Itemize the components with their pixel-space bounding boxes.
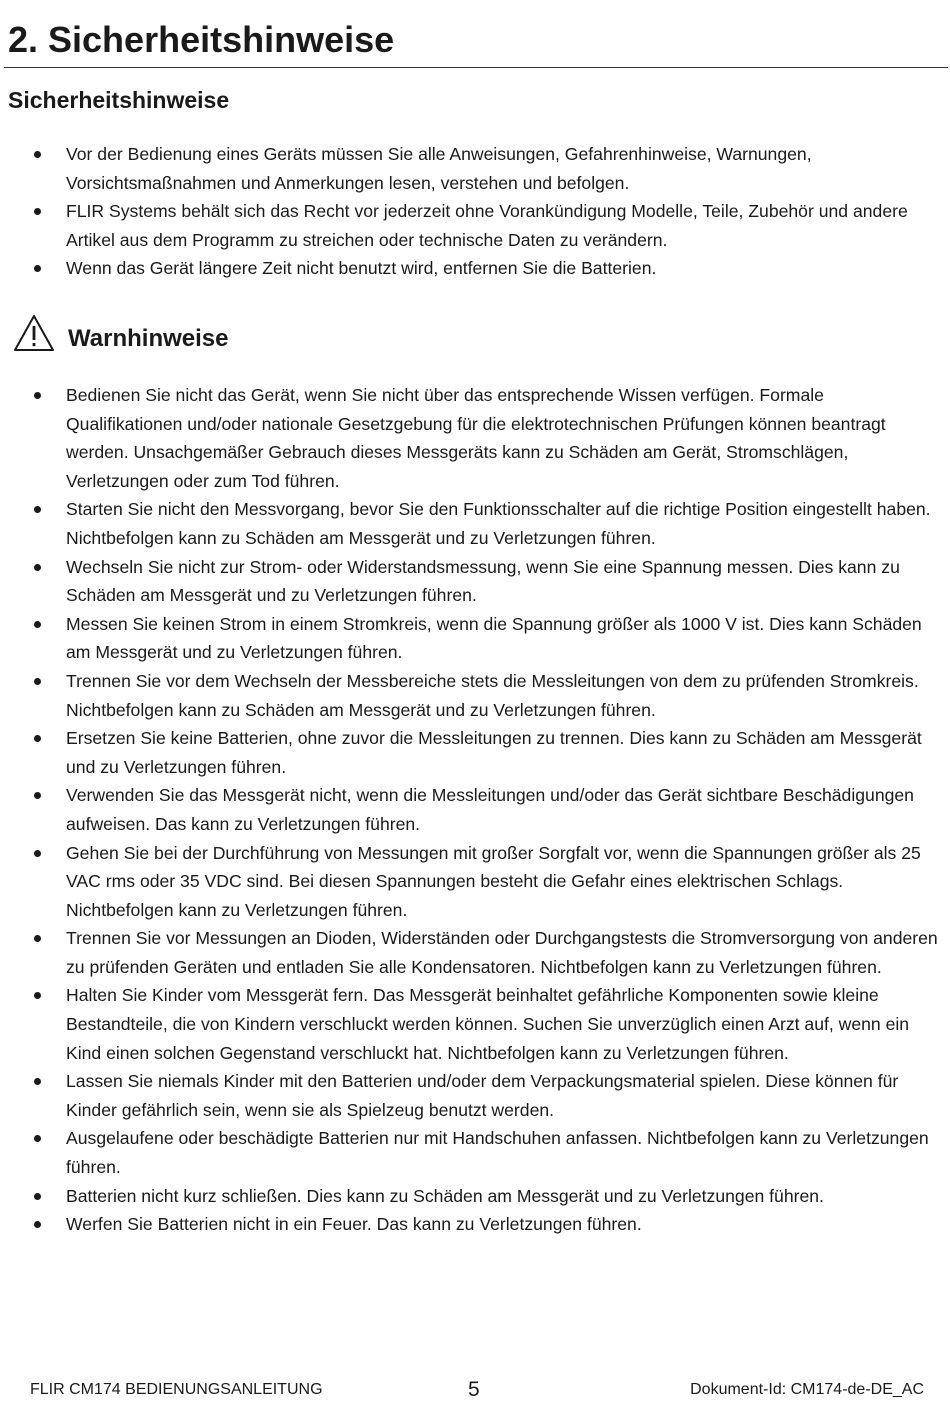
chapter-divider [4,67,948,68]
footer-page-number: 5 [468,1378,480,1401]
bullet-icon [34,935,41,942]
bullet-icon [34,1078,41,1085]
list-item-text: Verwenden Sie das Messgerät nicht, wenn die Messleitungen und/oder das Gerät sichtbare Beschädigungen aufweisen. Das kann zu Verletzungen führen. [66,785,914,834]
list-item-text: Starten Sie nicht den Messvorgang, bevor Sie den Funktionsschalter auf die richtige Position eingestellt haben. Nichtbefolgen kann zu Schäden am Messgerät und zu Verletzungen führen. [66,499,931,548]
bullet-icon [34,792,41,799]
list-item [0,140,940,197]
safety-list [0,140,940,283]
list-item-text: Gehen Sie bei der Durchführung von Messungen mit großer Sorgfalt vor, wenn die Spannungen größer als 25 VAC rms oder 35 VDC sind. Bei diesen Spannungen besteht die Gefahr eines elektrischen Schlags. Nichtbefolgen kann zu Verletzungen führen. [66,842,921,920]
list-item [0,1067,942,1124]
list-item [0,981,942,1067]
list-item-text: Wechseln Sie nicht zur Strom- oder Widerstandsmessung, wenn Sie eine Spannung messen. Dies kann zu Schäden am Messgerät und zu Verletzungen führen. [66,556,900,606]
list-item [0,724,942,781]
bullet-icon [34,392,41,399]
safety-heading: Sicherheitshinweise [8,87,230,113]
list-item [0,254,940,283]
list-item-text: FLIR Systems behält sich das Recht vor jederzeit ohne Vorankündigung Modelle, Teile, Zubehör und andere Artikel aus dem Programm zu streichen oder technische Daten zu verändern. [66,201,908,250]
bullet-icon [34,564,41,571]
list-item [0,553,942,610]
list-item-text: Werfen Sie Batterien nicht in ein Feuer. Das kann zu Verletzungen führen. [66,1214,642,1235]
warning-triangle-icon [12,313,56,353]
chapter-title: 2. Sicherheitshinweise [8,19,395,60]
list-item-text: Ersetzen Sie keine Batterien, ohne zuvor die Messleitungen zu trennen. Dies kann zu Schäden am Messgerät und zu Verletzungen führen. [66,728,922,777]
footer-manual-title: FLIR CM174 BEDIENUNGSANLEITUNG [30,1381,323,1398]
list-item-text: Messen Sie keinen Strom in einem Stromkreis, wenn die Spannung größer als 1000 V ist. Dies kann Schäden am Messgerät und zu Verletzungen führen. [66,613,922,663]
warnings-heading: Warnhinweise [68,325,229,352]
bullet-icon [34,208,41,215]
bullet-icon [34,1221,41,1228]
list-item [0,924,942,981]
bullet-icon [34,678,41,685]
list-item-text: Wenn das Gerät längere Zeit nicht benutzt wird, entfernen Sie die Batterien. [66,258,657,279]
bullet-icon [34,1135,41,1142]
list-item [0,1210,942,1239]
list-item-text: Halten Sie Kinder vom Messgerät fern. Das Messgerät beinhaltet gefährliche Komponenten sowie kleine Bestandteile, die von Kindern verschluckt werden können. Suchen Sie unverzüglich einen Arzt auf, wenn ein Kind einen solchen Gegenstand verschluckt hat. Nichtbefolgen kann zu Verletzungen führen. [66,985,910,1063]
list-item-text: Lassen Sie niemals Kinder mit den Batterien und/oder dem Verpackungsmaterial spielen. Diese können für Kinder gefährlich sein, wenn sie als Spielzeug benutzt werden. [66,1071,899,1120]
list-item-text: Vor der Bedienung eines Geräts müssen Sie alle Anweisungen, Gefahrenhinweise, Warnungen, Vorsichtsmaßnahmen und Anmerkungen lesen, verstehen und befolgen. [66,144,812,193]
bullet-icon [34,1193,41,1200]
warnings-list [0,381,942,1239]
list-item-text: Ausgelaufene oder beschädigte Batterien nur mit Handschuhen anfassen. Nichtbefolgen kann zu Verletzungen führen. [66,1128,929,1178]
bullet-icon [34,735,41,742]
list-item-text: Batterien nicht kurz schließen. Dies kann zu Schäden am Messgerät und zu Verletzungen führen. [66,1185,824,1206]
list-item [0,197,940,254]
list-item [0,495,942,552]
footer-document-id: Dokument-Id: CM174-de-DE_AC [690,1381,924,1398]
list-item [0,781,942,838]
list-item-text: Trennen Sie vor Messungen an Dioden, Widerständen oder Durchgangstests die Stromversorgung von anderen zu prüfenden Geräten und entladen Sie alle Kondensatoren. Nichtbefolgen kann zu Verletzungen führen. [66,928,938,977]
list-item [0,839,942,925]
list-item [0,667,942,724]
list-item [0,1182,942,1211]
bullet-icon [34,621,41,628]
bullet-icon [34,506,41,513]
bullet-icon [34,265,41,272]
list-item [0,610,942,667]
list-item [0,381,942,495]
bullet-icon [34,850,41,857]
bullet-icon [34,992,41,999]
list-item-text: Bedienen Sie nicht das Gerät, wenn Sie nicht über das entsprechende Wissen verfügen. Formale Qualifikationen und/oder nationale Gesetzgebung für die elektrotechnischen Prüfungen können beantragt werden. Unsachgemäßer Gebrauch dieses Messgeräts kann zu Schäden am Gerät, Stromschlägen, Verletzungen oder zum Tod führen. [66,385,886,491]
list-item [0,1124,942,1181]
list-item-text: Trennen Sie vor dem Wechseln der Messbereiche stets die Messleitungen von dem zu prüfenden Stromkreis. Nichtbefolgen kann zu Schäden am Messgerät und zu Verletzungen führen. [66,670,919,720]
bullet-icon [34,151,41,158]
